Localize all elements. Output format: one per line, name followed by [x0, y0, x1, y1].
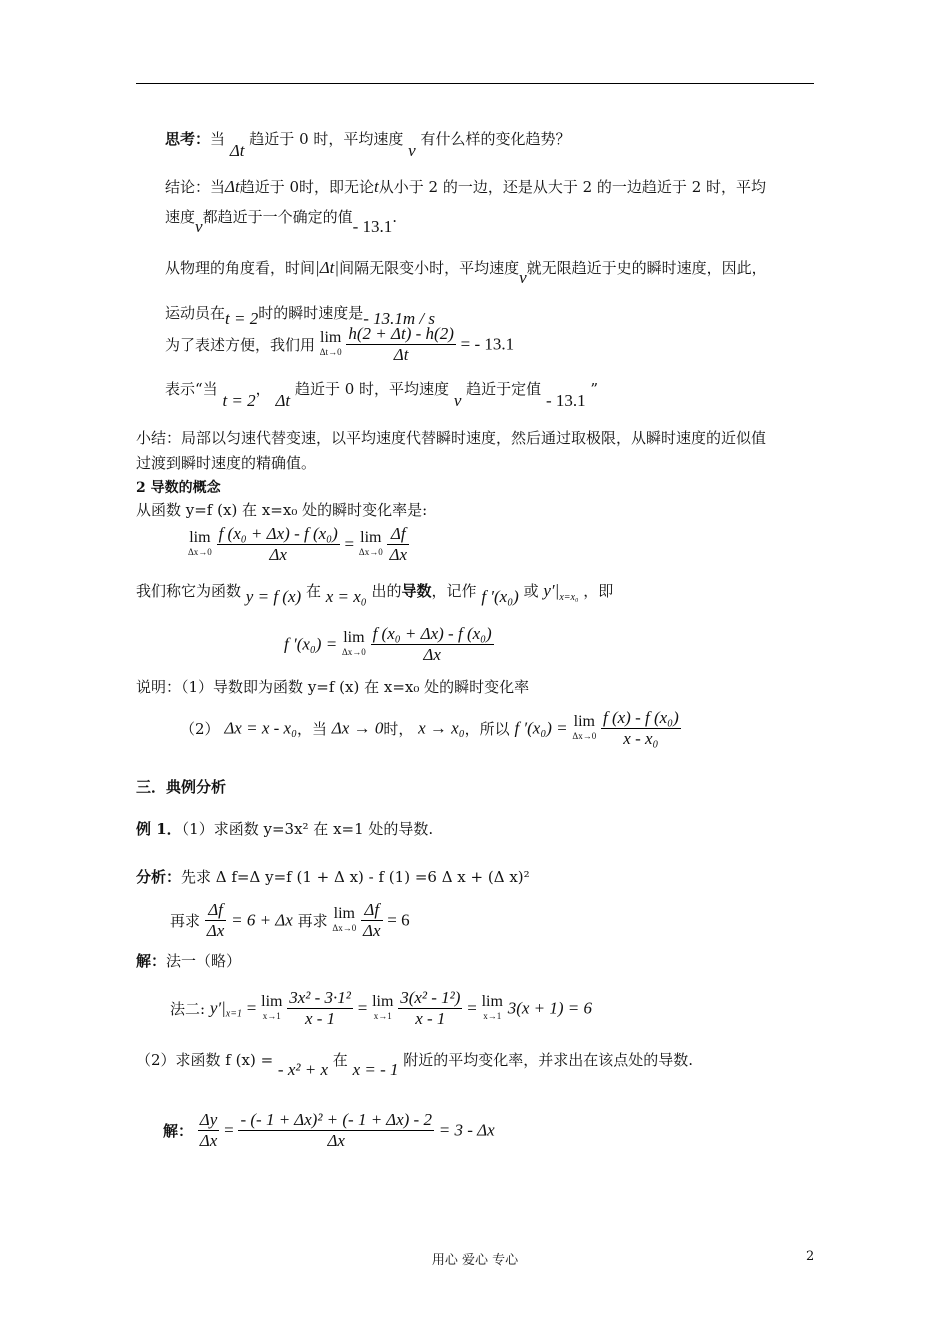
solution-2-result: = 3 - Δx: [438, 1120, 495, 1140]
solution-line: [136, 950, 241, 971]
conclusion-line-2: [165, 206, 398, 236]
again-lim-word: lim: [333, 904, 355, 922]
problem-2-text-a: （2）求函数 f (x) =: [136, 1051, 274, 1069]
method-2-numerator-1: 3x² - 3·1²: [289, 988, 351, 1007]
again-text-2: 再求: [297, 912, 328, 930]
conclusion-text-c: 趋近于 0时，即无论: [239, 178, 375, 196]
section-heading-examples: 三．典例分析: [136, 778, 227, 796]
concept-eq2: [284, 624, 494, 665]
again-numerator-2: Δf: [361, 900, 383, 921]
conclusion-text-a: 结论：当: [165, 178, 226, 196]
eq1-numerator: f (x₀ + Δx) - f (x₀): [218, 524, 338, 543]
again-result-1: = 6 + Δx: [231, 910, 293, 930]
note2-when: ，当: [297, 720, 328, 738]
call-namely: ，即: [583, 582, 614, 600]
express-fraction: [346, 324, 455, 365]
physics-text-e: 就无限趋近于史的瞬时速度，因此，: [526, 259, 767, 277]
think-text-2: 趋近于 0 时，平均速度: [249, 130, 404, 148]
physics-line-1: [165, 257, 767, 287]
again-result-2: = 6: [387, 910, 410, 930]
express-lim-word: lim: [320, 328, 342, 346]
call-denote: ，记作: [431, 582, 477, 600]
method-2-lhs-sub: x=1: [225, 1008, 242, 1020]
solution-2-fraction-1: [198, 1110, 220, 1151]
problem-2-point: x = - 1: [352, 1060, 399, 1079]
again-limit: [332, 904, 357, 935]
solution-2-fraction-2: [238, 1110, 433, 1151]
solution-2-denominator-2: Δx: [327, 1131, 345, 1150]
note2-lim-sub: Δx→0: [572, 730, 597, 741]
eq2-lim-sub: Δx→0: [341, 646, 366, 657]
method-2-label: 法二:: [170, 1000, 206, 1018]
method-2-lim-sub-2: x→1: [373, 1010, 392, 1021]
express-limit: [319, 328, 342, 359]
eq1-numerator-2: Δf: [387, 524, 409, 545]
call-function: y = f (x): [245, 587, 302, 606]
method-2-limit-1: [261, 992, 283, 1023]
concept-note-1: 说明：（1）导数即为函数 y=f (x) 在 x=x₀ 处的瞬时变化率: [136, 678, 530, 696]
means-line: [165, 378, 599, 410]
conclusion-text-e: 从小于 2 的一边，还是从大于 2 的一边趋近于 2 时，平均: [378, 178, 767, 196]
method-2-equals: =: [246, 998, 257, 1018]
solution-2-label: 解：: [163, 1122, 194, 1140]
eq1-lim-word-2: lim: [360, 528, 382, 546]
eq2-denominator: Δx: [423, 645, 441, 664]
eq1-fraction-2: [387, 524, 409, 565]
conclusion-line-1: [165, 176, 766, 197]
means-t-eq-2: t = 2: [222, 391, 256, 410]
method-2-line: [170, 988, 592, 1029]
method-2-fraction-2: [398, 988, 462, 1029]
physics-text-2c: 时的瞬时速度是: [258, 304, 364, 322]
again-lim-sub: Δx→0: [332, 922, 357, 933]
example-1-label: 例 1．: [136, 820, 182, 838]
physics-text-a: 从物理的角度看，时间: [165, 259, 316, 277]
means-text-g: 趋近于定值: [466, 380, 542, 398]
note2-fraction: [601, 708, 681, 749]
think-line: [165, 128, 571, 160]
again-fraction-2: [361, 900, 383, 941]
note2-dx-to-0: Δx → 0: [331, 718, 384, 738]
eq1-lim-sub: Δx→0: [188, 546, 212, 557]
method-2-denominator-1: x - 1: [304, 1009, 336, 1028]
solution-2-line: [163, 1110, 495, 1151]
problem-2-text-e: 附近的平均变化率，并求出在该点处的导数.: [403, 1051, 694, 1069]
again-denominator-1: Δx: [206, 921, 225, 940]
method-2-equals-2: =: [357, 998, 368, 1018]
method-2-lim-sub-1: x→1: [262, 1010, 281, 1021]
again-text-1: 再求: [170, 912, 201, 930]
method-2-lhs: y′|: [209, 998, 226, 1018]
problem-2-at: 在: [332, 1051, 348, 1069]
method-2-denominator-2: x - 1: [415, 1009, 446, 1028]
call-f-prime: f ′(x₀): [481, 587, 519, 606]
call-text-a: 我们称它为函数: [136, 582, 242, 600]
note2-x-to-x0: x → x₀: [418, 718, 465, 738]
page-number: 2: [806, 1249, 815, 1264]
again-line: [170, 900, 410, 941]
analysis-label: 分析：: [136, 868, 182, 886]
problem-2-line: [136, 1049, 694, 1079]
summary-line-2: 过渡到瞬时速度的精确值。: [136, 454, 317, 472]
express-text: 为了表述方便，我们用: [165, 336, 316, 354]
section-heading-derivative: 2 导数的概念: [136, 480, 221, 496]
think-delta-t: Δt: [229, 141, 245, 160]
express-lim-sub: Δt→0: [319, 346, 342, 357]
analysis-text: 先求 Δ f=Δ y=f (1 + Δ x) - f (1) =6 Δ x + (Δ x)²: [181, 868, 530, 886]
eq1-denominator-2: Δx: [389, 545, 408, 564]
concept-note-2: [180, 708, 681, 749]
again-fraction-1: [205, 900, 227, 941]
conclusion-speed: 速度: [165, 208, 196, 226]
note2-numerator: f (x) - f (x₀): [603, 708, 679, 727]
call-y-prime-sub: x=x₀: [559, 592, 579, 603]
note2-lim-word: lim: [573, 712, 595, 730]
note2-limit: [572, 712, 597, 743]
call-or: 或: [523, 582, 539, 600]
means-close-quote: ”: [590, 380, 599, 398]
eq1-denominator: Δx: [269, 545, 287, 564]
eq1-equals: =: [344, 534, 355, 554]
solution-2-equals: =: [224, 1120, 234, 1140]
note2-lhs: f ′(x₀) =: [514, 718, 568, 738]
express-denominator: Δt: [393, 345, 409, 364]
express-result: = - 13.1: [460, 334, 515, 354]
eq1-limit-2: [358, 528, 383, 559]
method-2-lim-word-3: lim: [481, 992, 503, 1010]
eq1-fraction: [217, 524, 340, 565]
eq2-lhs: f ′(x₀) =: [284, 634, 338, 654]
means-text-a: 表示“当: [165, 380, 218, 398]
eq2-fraction: [371, 624, 494, 665]
physics-abs-dt: |Δt|: [315, 258, 340, 277]
concept-call-line: [136, 580, 614, 606]
call-x-eq-x0: x = x₀: [325, 587, 367, 606]
express-numerator: h(2 + Δt) - h(2): [348, 324, 454, 343]
problem-2-function: - x² + x: [277, 1060, 328, 1079]
physics-velocity: - 13.1m / s: [363, 309, 436, 328]
means-value: - 13.1: [545, 391, 586, 410]
call-y-prime: y′|: [543, 581, 560, 600]
conclusion-period: .: [392, 208, 398, 226]
conclusion-delta-t: Δt: [225, 177, 240, 196]
eq2-lim-word: lim: [343, 628, 365, 646]
eq1-lim-sub-2: Δx→0: [358, 546, 383, 557]
means-comma: ，: [255, 380, 271, 398]
note2-dx-def: Δx = x - x₀: [224, 718, 297, 738]
note2-so: ，所以: [464, 720, 510, 738]
conclusion-v: v: [195, 217, 203, 236]
physics-t-eq-2: t = 2: [225, 309, 259, 328]
method-2-limit-2: [372, 992, 394, 1023]
solution-2-numerator-2: - (- 1 + Δx)² + (- 1 + Δx) - 2: [240, 1110, 432, 1129]
footer-motto: 用心 爱心 专心: [431, 1253, 519, 1268]
physics-athlete: 运动员在: [165, 304, 226, 322]
physics-v: v: [519, 268, 527, 287]
method-2-lim-word-2: lim: [372, 992, 394, 1010]
method-2-fraction-1: [287, 988, 353, 1029]
method-2-result: 3(x + 1) = 6: [507, 998, 593, 1018]
conclusion-t: t: [374, 177, 379, 196]
method-2-lim-sub-3: x→1: [483, 1010, 502, 1021]
again-denominator-2: Δx: [362, 921, 381, 940]
conclusion-text-2c: 都趋近于一个确定的值: [202, 208, 353, 226]
think-label: 思考：: [165, 130, 211, 148]
solution-2-denominator-1: Δx: [199, 1131, 218, 1150]
conclusion-value: - 13.1: [352, 217, 393, 236]
eq1-lim-word: lim: [189, 528, 211, 546]
means-v: v: [453, 391, 462, 410]
means-delta-t: Δt: [275, 391, 291, 410]
think-text-1: 当: [210, 130, 226, 148]
method-2-numerator-2: 3(x² - 1²): [400, 988, 461, 1007]
method-2-limit-3: [481, 992, 503, 1023]
summary-line-1: 小结：局部以匀速代替变速，以平均速度代替瞬时速度，然后通过取极限，从瞬时速度的近似值: [136, 429, 767, 447]
call-derivative-term: 导数: [401, 582, 432, 600]
solution-label: 解：: [136, 952, 167, 970]
method-2-lim-word-1: lim: [261, 992, 283, 1010]
physics-text-c: 间隔无限变小时，平均速度: [339, 259, 520, 277]
think-v: v: [408, 141, 416, 160]
header-rule: [136, 83, 814, 84]
again-numerator-1: Δf: [205, 900, 227, 921]
example-1-line: [136, 818, 433, 839]
note2-then: 时，: [383, 720, 414, 738]
eq2-numerator: f (x₀ + Δx) - f (x₀): [372, 624, 492, 643]
eq2-limit: [341, 628, 366, 659]
express-line: [165, 324, 514, 365]
solution-2-numerator-1: Δy: [199, 1110, 218, 1129]
analysis-line: [136, 866, 530, 887]
note2-denominator: x - x₀: [623, 729, 659, 748]
example-1-text: （1）求函数 y=3x² 在 x=1 处的导数.: [181, 820, 434, 838]
solution-method-1: 法一（略）: [166, 952, 242, 970]
physics-line-2: [165, 302, 436, 328]
concept-eq1: [188, 524, 409, 565]
think-text-3: 有什么样的变化趋势？: [420, 130, 571, 148]
note2-index: （2）: [180, 720, 220, 738]
call-text-e: 出的: [371, 582, 402, 600]
eq1-limit: [188, 528, 212, 559]
method-2-equals-3: =: [467, 998, 477, 1018]
call-at: 在: [305, 582, 321, 600]
concept-intro: 从函数 y=f (x) 在 x=x₀ 处的瞬时变化率是:: [136, 501, 428, 519]
means-text-e: 趋近于 0 时，平均速度: [294, 380, 450, 398]
